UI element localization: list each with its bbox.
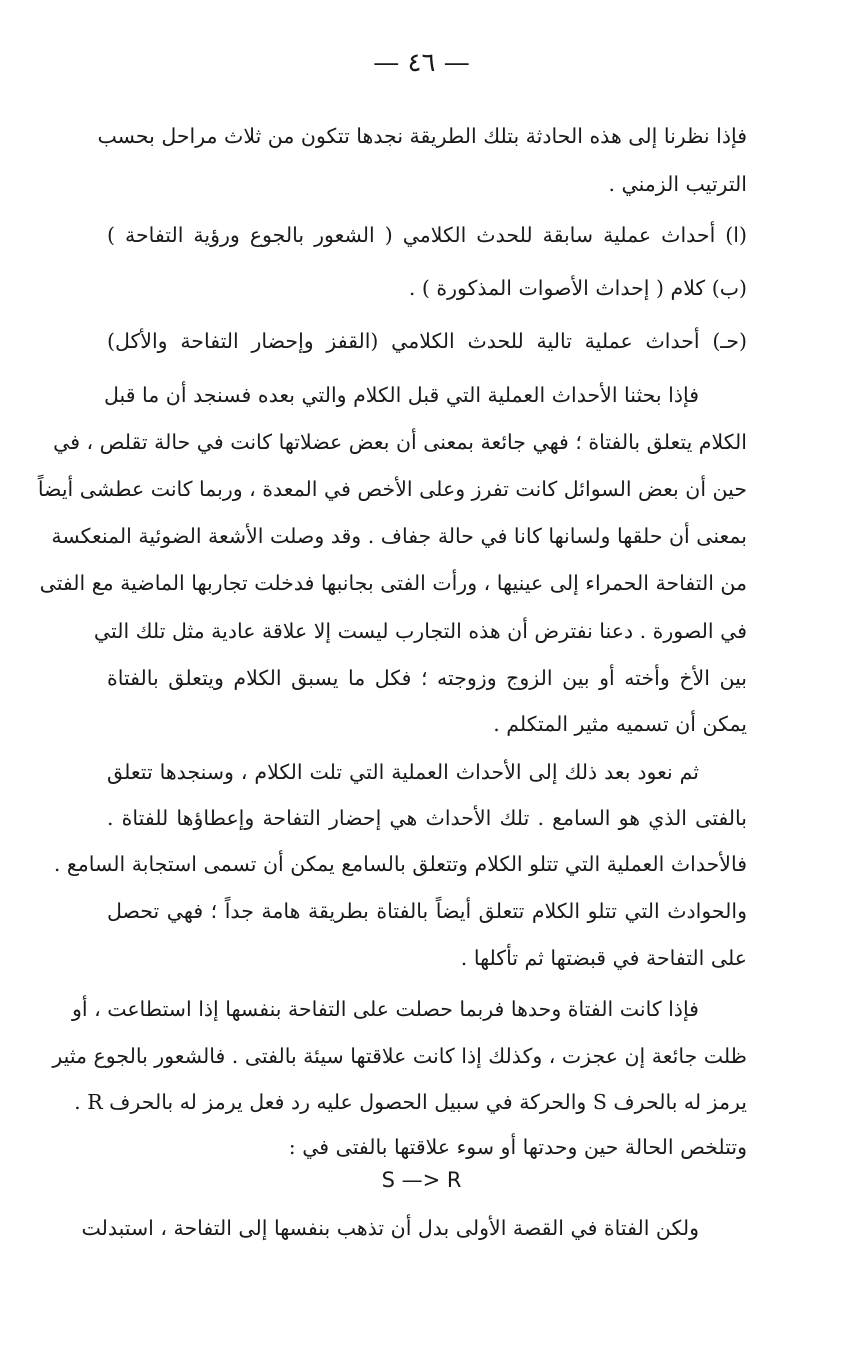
text-line: والحوادث التي تتلو الكلام تتعلق أيضاً بالفتاة بطريقة هامة جداً ؛ فهي تحصل <box>107 899 747 923</box>
text-line: الترتيب الزمني . <box>608 172 747 196</box>
list-item-b: (ب) كلام ( إحداث الأصوات المذكورة ) . <box>408 276 747 300</box>
formula-s-to-r: S —> R <box>381 1168 462 1192</box>
text-line: الكلام يتعلق بالفتاة ؛ فهي جائعة بمعنى أن بعض عضلاتها كانت في حالة تقلص ، في <box>53 430 747 454</box>
text-line: حين أن بعض السوائل كانت تفرز وعلى الأخص في المعدة ، وربما كانت عطشى أيضاً <box>37 477 747 501</box>
page-number: — ٤٦ — <box>373 48 470 78</box>
text-line: من التفاحة الحمراء إلى عينيها ، ورأت الفتى بجانبها فدخلت تجاربها الماضية مع الفتى <box>39 571 747 595</box>
text-line: ثم نعود بعد ذلك إلى الأحداث العملية التي تلت الكلام ، وسنجدها تتعلق <box>107 760 699 784</box>
text-line: ولكن الفتاة في القصة الأولى بدل أن تذهب بنفسها إلى التفاحة ، استبدلت <box>81 1216 699 1240</box>
text-line: ظلت جائعة إن عجزت ، وكذلك إذا كانت علاقتها سيئة بالفتى . فالشعور بالجوع مثير <box>52 1044 747 1068</box>
text-line: بين الأخ وأخته أو بين الزوج وزوجته ؛ فكل ما يسبق الكلام ويتعلق بالفتاة <box>107 666 747 690</box>
text-line: على التفاحة في قبضتها ثم تأكلها . <box>460 946 747 970</box>
text-line: وتتلخص الحالة حين وحدتها أو سوء علاقتها بالفتى في : <box>288 1135 747 1159</box>
text-line: فإذا نظرنا إلى هذه الحادثة بتلك الطريقة نجدها تتكون من ثلاث مراحل بحسب <box>97 124 747 148</box>
text-line: يرمز له بالحرف S والحركة في سبيل الحصول عليه رد فعل يرمز له بالحرف R . <box>74 1090 747 1114</box>
list-item-c: (حـ) أحداث عملية تالية للحدث الكلامي (القفز وإحضار التفاحة والأكل) <box>107 329 747 353</box>
text-line: بالفتى الذي هو السامع . تلك الأحداث هي إحضار التفاحة وإعطاؤها للفتاة . <box>107 806 747 830</box>
text-line: يمكن أن تسميه مثير المتكلم . <box>493 712 747 736</box>
text-line: فالأحداث العملية التي تتلو الكلام وتتعلق بالسامع يمكن أن تسمى استجابة السامع . <box>53 852 747 876</box>
text-line: في الصورة . دعنا نفترض أن هذه التجارب ليست إلا علاقة عادية مثل تلك التي <box>93 619 747 643</box>
text-line: بمعنى أن حلقها ولسانها كانا في حالة جفاف . وقد وصلت الأشعة الضوئية المنعكسة <box>51 524 747 548</box>
text-line: فإذا بحثنا الأحداث العملية التي قبل الكلام والتي بعده فسنجد أن ما قبل <box>104 383 699 407</box>
text-line: فإذا كانت الفتاة وحدها فربما حصلت على التفاحة بنفسها إذا استطاعت ، أو <box>71 997 699 1021</box>
list-item-a: (ا) أحداث عملية سابقة للحدث الكلامي ( الشعور بالجوع ورؤية التفاحة ) <box>107 223 747 247</box>
